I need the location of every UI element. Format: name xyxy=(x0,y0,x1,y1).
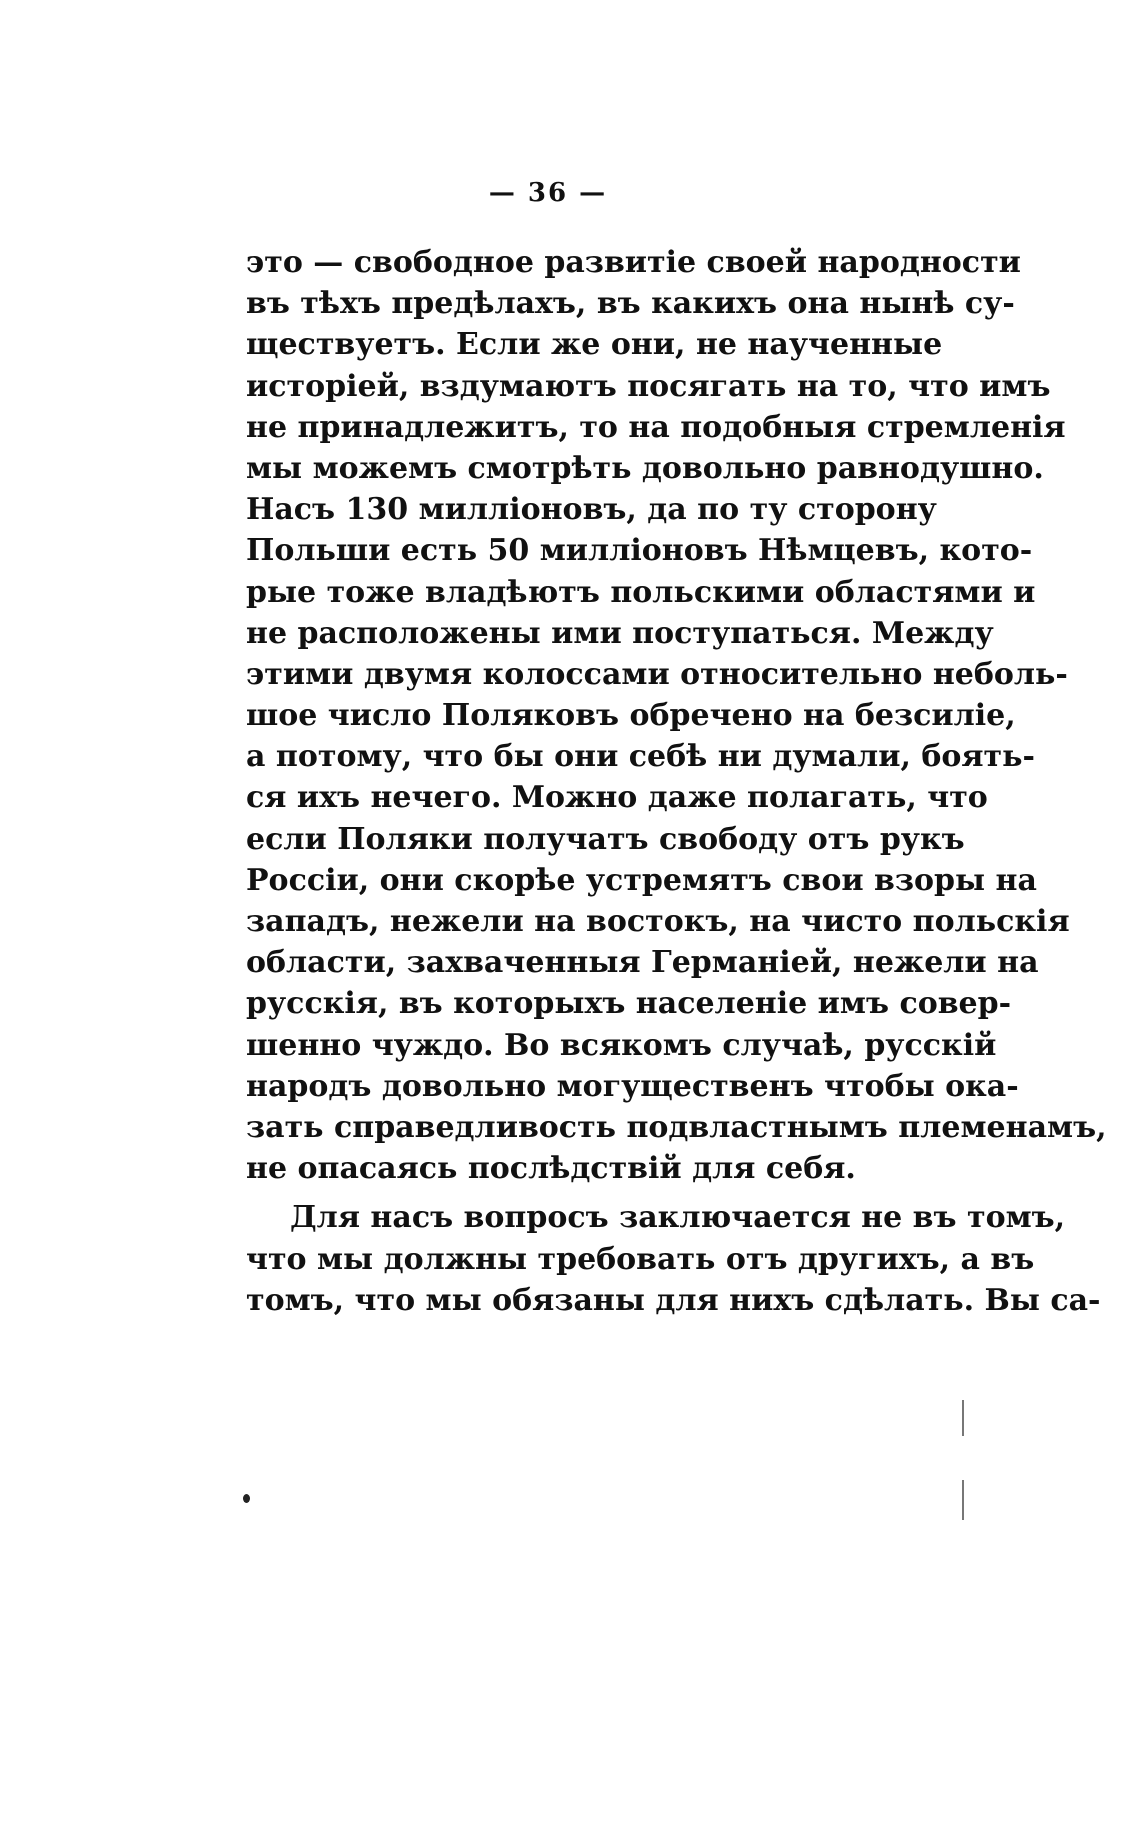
text-line: шенно чуждо. Во всякомъ случаѣ, русскій xyxy=(246,1027,997,1063)
text-line: это — свободное развитіе своей народности xyxy=(246,245,1021,280)
paragraph-gap xyxy=(246,1189,936,1197)
body-text xyxy=(246,242,1107,1321)
text-line: ся ихъ нечего. Можно даже полагать, что xyxy=(246,780,988,816)
text-line: исторіей, вздумаютъ посягать на то, что имъ xyxy=(246,368,1051,404)
text-line: Для насъ вопросъ заключается не въ томъ, xyxy=(290,1200,1066,1236)
scan-margin-mark xyxy=(962,1480,964,1520)
text-line: томъ, что мы обязаны для нихъ сдѣлать. Вы са- xyxy=(246,1282,1101,1318)
text-line: ществуетъ. Если же они, не наученные xyxy=(246,327,943,363)
text-line: рые тоже владѣютъ польскими областями и xyxy=(246,574,1036,610)
scan-margin-mark xyxy=(962,1400,964,1436)
text-line: Польши есть 50 милліоновъ Нѣмцевъ, кото- xyxy=(246,533,1033,569)
text-line: шое число Поляковъ обречено на безсиліе, xyxy=(246,698,1016,734)
text-line: что мы должны требовать отъ другихъ, а въ xyxy=(246,1241,1035,1277)
text-line: области, захваченныя Германіей, нежели на xyxy=(246,945,1039,981)
text-line: народъ довольно могущественъ чтобы ока- xyxy=(246,1068,1019,1104)
scan-speck xyxy=(243,1494,250,1503)
text-line: не принадлежитъ, то на подобныя стремленія xyxy=(246,409,1066,445)
text-line: зать справедливость подвластнымъ племенамъ, xyxy=(246,1109,1107,1145)
text-line: западъ, нежели на востокъ, на чисто польскія xyxy=(246,904,1070,939)
text-line: не опасаясь послѣдствій для себя. xyxy=(246,1151,856,1187)
paragraph xyxy=(246,1197,1101,1321)
page-number: — 36 — xyxy=(488,178,608,208)
text-line: не расположены ими поступаться. Между xyxy=(246,615,994,651)
text-line: Насъ 130 милліоновъ, да по ту сторону xyxy=(246,492,937,528)
text-line: въ тѣхъ предѣлахъ, въ какихъ она нынѣ су- xyxy=(246,286,1015,322)
text-line: а потому, что бы они себѣ ни думали, боять- xyxy=(246,739,1035,775)
text-line: русскія, въ которыхъ населеніе имъ совер- xyxy=(246,986,1012,1022)
text-line: если Поляки получатъ свободу отъ рукъ xyxy=(246,821,965,857)
text-line: Россіи, они скорѣе устремятъ свои взоры на xyxy=(246,862,1037,898)
text-line: мы можемъ смотрѣть довольно равнодушно. xyxy=(246,450,1044,486)
text-line: этими двумя колоссами относительно неболь- xyxy=(246,656,1068,692)
paragraph xyxy=(246,242,1107,1189)
